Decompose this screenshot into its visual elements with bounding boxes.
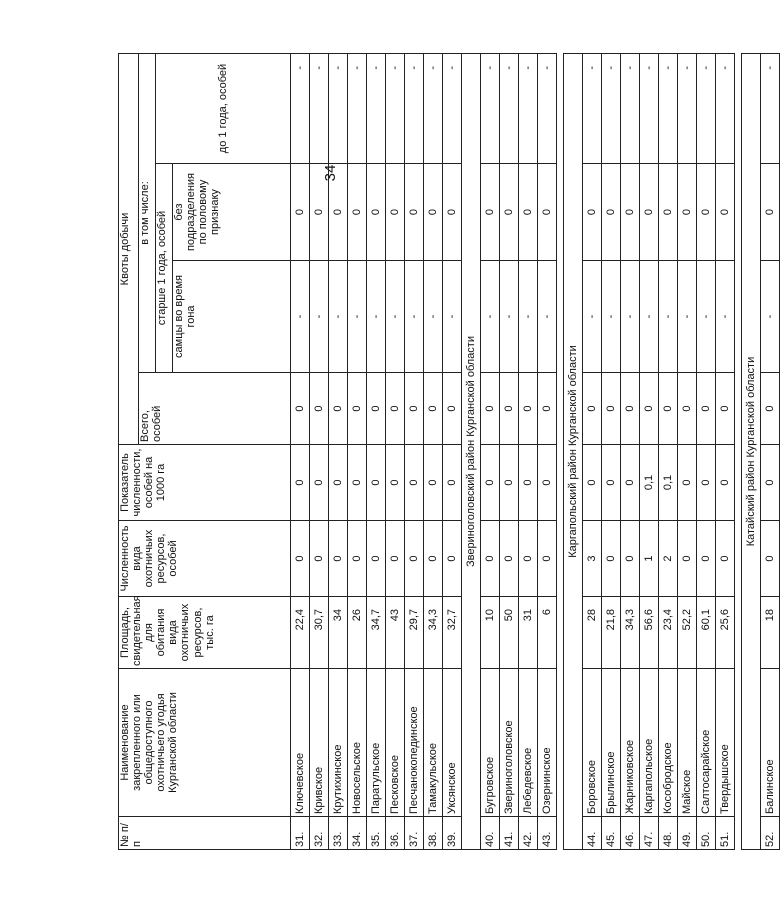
row-males: - <box>481 261 500 373</box>
row-males: - <box>602 261 621 373</box>
spacer-cell <box>557 54 564 850</box>
section-title: Катайский район Курганской области <box>742 54 761 850</box>
row-population: 0 <box>348 521 367 597</box>
row-total: 0 <box>697 373 716 445</box>
row-population: 0 <box>405 521 424 597</box>
row-young: - <box>602 54 621 164</box>
row-population: 0 <box>481 521 500 597</box>
header-no: № п/п <box>119 817 291 850</box>
header-total: Всего, особей <box>139 373 291 445</box>
row-total: 0 <box>348 373 367 445</box>
row-young: - <box>583 54 602 164</box>
row-area: 23,4 <box>659 597 678 669</box>
row-name: Каргапольское <box>640 669 659 817</box>
row-population: 3 <box>583 521 602 597</box>
row-no-sex: 0 <box>761 164 780 261</box>
row-area: 56,6 <box>640 597 659 669</box>
row-density: 0 <box>348 445 367 521</box>
row-no-sex: 0 <box>602 164 621 261</box>
row-population: 0 <box>678 521 697 597</box>
row-density: 0 <box>367 445 386 521</box>
row-young: - <box>640 54 659 164</box>
table-row <box>519 54 538 850</box>
row-males: - <box>500 261 519 373</box>
row-young: - <box>678 54 697 164</box>
row-density: 0 <box>583 445 602 521</box>
row-young: - <box>716 54 735 164</box>
row-area: 18 <box>761 597 780 669</box>
row-population: 0 <box>621 521 640 597</box>
row-density: 0,1 <box>659 445 678 521</box>
row-total: 0 <box>367 373 386 445</box>
row-males: - <box>538 261 557 373</box>
row-population: 0 <box>697 521 716 597</box>
row-density: 0 <box>697 445 716 521</box>
row-name: Крутихинское <box>329 669 348 817</box>
row-young: - <box>367 54 386 164</box>
row-area: 34 <box>329 597 348 669</box>
row-no-sex: 0 <box>621 164 640 261</box>
row-area: 50 <box>500 597 519 669</box>
row-area: 22,4 <box>291 597 310 669</box>
row-name: Песчанокопединское <box>405 669 424 817</box>
table-row <box>443 54 462 850</box>
row-young: - <box>348 54 367 164</box>
row-density: 0 <box>329 445 348 521</box>
row-population: 0 <box>329 521 348 597</box>
table-spacer-row <box>557 54 564 850</box>
row-area: 26 <box>348 597 367 669</box>
table-row <box>329 54 348 850</box>
row-young: - <box>443 54 462 164</box>
spacer-cell <box>735 54 742 850</box>
header-area: Площадь, свидетельная для обитания вида охотничьих ресурсов, тыс. га <box>119 597 291 669</box>
table-row <box>291 54 310 850</box>
row-density: 0 <box>500 445 519 521</box>
row-area: 34,3 <box>621 597 640 669</box>
row-area: 28 <box>583 597 602 669</box>
row-males: - <box>291 261 310 373</box>
row-number: 47. <box>640 817 659 850</box>
row-number: 35. <box>367 817 386 850</box>
row-number: 52. <box>761 817 780 850</box>
header-no-sex: без подразделения по половому признаку <box>173 164 291 261</box>
row-total: 0 <box>678 373 697 445</box>
row-total: 0 <box>481 373 500 445</box>
header-density: Показатель численности, особей на 1000 га <box>119 445 291 521</box>
row-males: - <box>697 261 716 373</box>
table-row <box>348 54 367 850</box>
row-no-sex: 0 <box>640 164 659 261</box>
table-row <box>500 54 519 850</box>
table-header <box>119 54 291 850</box>
row-density: 0 <box>538 445 557 521</box>
row-density: 0 <box>481 445 500 521</box>
row-population: 0 <box>310 521 329 597</box>
row-area: 43 <box>386 597 405 669</box>
row-number: 34. <box>348 817 367 850</box>
row-name: Твердышское <box>716 669 735 817</box>
row-no-sex: 0 <box>348 164 367 261</box>
row-name: Жарниковское <box>621 669 640 817</box>
table-row <box>538 54 557 850</box>
row-area: 32,7 <box>443 597 462 669</box>
table-row <box>367 54 386 850</box>
row-name: Балинское <box>761 669 780 817</box>
row-total: 0 <box>424 373 443 445</box>
row-no-sex: 0 <box>481 164 500 261</box>
row-name: Тамакульское <box>424 669 443 817</box>
row-no-sex: 0 <box>538 164 557 261</box>
table-spacer-row <box>735 54 742 850</box>
row-number: 36. <box>386 817 405 850</box>
row-name: Боровское <box>583 669 602 817</box>
row-number: 51. <box>716 817 735 850</box>
quota-table <box>118 53 780 850</box>
table-row <box>481 54 500 850</box>
row-total: 0 <box>538 373 557 445</box>
row-name: Лебедевское <box>519 669 538 817</box>
row-area: 29,7 <box>405 597 424 669</box>
row-population: 2 <box>659 521 678 597</box>
row-no-sex: 0 <box>697 164 716 261</box>
table-row <box>405 54 424 850</box>
row-area: 10 <box>481 597 500 669</box>
row-population: 0 <box>367 521 386 597</box>
row-total: 0 <box>329 373 348 445</box>
row-total: 0 <box>500 373 519 445</box>
row-total: 0 <box>291 373 310 445</box>
row-males: - <box>659 261 678 373</box>
row-total: 0 <box>659 373 678 445</box>
row-name: Паратульское <box>367 669 386 817</box>
row-males: - <box>367 261 386 373</box>
header-young: до 1 года, особей <box>156 54 291 164</box>
row-name: Новосельское <box>348 669 367 817</box>
section-row <box>742 54 761 850</box>
header-older: старше 1 года, особей <box>156 164 173 373</box>
row-no-sex: 0 <box>424 164 443 261</box>
row-young: - <box>424 54 443 164</box>
row-males: - <box>405 261 424 373</box>
row-total: 0 <box>761 373 780 445</box>
row-area: 6 <box>538 597 557 669</box>
row-males: - <box>761 261 780 373</box>
row-number: 50. <box>697 817 716 850</box>
row-males: - <box>310 261 329 373</box>
row-males: - <box>424 261 443 373</box>
row-name: Брылинское <box>602 669 621 817</box>
row-area: 21,8 <box>602 597 621 669</box>
section-row <box>564 54 583 850</box>
row-young: - <box>538 54 557 164</box>
row-population: 0 <box>602 521 621 597</box>
row-no-sex: 0 <box>659 164 678 261</box>
row-population: 0 <box>386 521 405 597</box>
table-row <box>640 54 659 850</box>
row-population: 0 <box>443 521 462 597</box>
row-name: Кривское <box>310 669 329 817</box>
row-area: 60,1 <box>697 597 716 669</box>
row-young: - <box>405 54 424 164</box>
section-title: Звериноголовский район Курганской области <box>462 54 481 850</box>
row-name: Звериноголовское <box>500 669 519 817</box>
row-no-sex: 0 <box>329 164 348 261</box>
row-area: 25,6 <box>716 597 735 669</box>
row-number: 31. <box>291 817 310 850</box>
row-total: 0 <box>583 373 602 445</box>
row-young: - <box>761 54 780 164</box>
row-density: 0 <box>716 445 735 521</box>
row-males: - <box>716 261 735 373</box>
row-no-sex: 0 <box>519 164 538 261</box>
table-row <box>716 54 735 850</box>
row-number: 32. <box>310 817 329 850</box>
row-name: Бугровское <box>481 669 500 817</box>
row-number: 39. <box>443 817 462 850</box>
row-number: 46. <box>621 817 640 850</box>
table-row <box>424 54 443 850</box>
row-number: 37. <box>405 817 424 850</box>
table-row <box>678 54 697 850</box>
table-row <box>602 54 621 850</box>
row-young: - <box>329 54 348 164</box>
row-total: 0 <box>405 373 424 445</box>
row-no-sex: 0 <box>443 164 462 261</box>
row-no-sex: 0 <box>386 164 405 261</box>
table-body <box>291 54 780 850</box>
row-density: 0 <box>310 445 329 521</box>
row-area: 31 <box>519 597 538 669</box>
row-young: - <box>659 54 678 164</box>
row-number: 33. <box>329 817 348 850</box>
row-density: 0 <box>678 445 697 521</box>
row-name: Майское <box>678 669 697 817</box>
row-males: - <box>621 261 640 373</box>
header-population: Численность вида охотничьих ресурсов, особей <box>119 521 291 597</box>
table-row <box>697 54 716 850</box>
row-young: - <box>481 54 500 164</box>
row-name: Ключевское <box>291 669 310 817</box>
row-males: - <box>348 261 367 373</box>
row-young: - <box>697 54 716 164</box>
header-name: Наименование закрепленного или общедоступного охотничьего угодья Курганской области <box>119 669 291 817</box>
table-row <box>761 54 780 850</box>
row-young: - <box>310 54 329 164</box>
row-number: 38. <box>424 817 443 850</box>
row-young: - <box>621 54 640 164</box>
header-incl: в том числе: <box>139 54 156 373</box>
row-males: - <box>583 261 602 373</box>
row-total: 0 <box>621 373 640 445</box>
row-total: 0 <box>310 373 329 445</box>
table-row <box>310 54 329 850</box>
row-number: 44. <box>583 817 602 850</box>
row-total: 0 <box>386 373 405 445</box>
table-row <box>621 54 640 850</box>
table-row <box>386 54 405 850</box>
row-name: Уксянское <box>443 669 462 817</box>
row-name: Озернинское <box>538 669 557 817</box>
row-total: 0 <box>443 373 462 445</box>
row-males: - <box>443 261 462 373</box>
row-name: Салтосарайское <box>697 669 716 817</box>
row-males: - <box>678 261 697 373</box>
row-population: 0 <box>291 521 310 597</box>
header-quota-group: Квоты добычи <box>119 54 139 445</box>
row-total: 0 <box>716 373 735 445</box>
rotated-table-container <box>118 54 776 850</box>
row-young: - <box>500 54 519 164</box>
row-name: Кособродское <box>659 669 678 817</box>
row-number: 45. <box>602 817 621 850</box>
row-density: 0 <box>424 445 443 521</box>
row-density: 0 <box>386 445 405 521</box>
table-row <box>583 54 602 850</box>
row-number: 40. <box>481 817 500 850</box>
row-density: 0 <box>519 445 538 521</box>
row-young: - <box>291 54 310 164</box>
row-no-sex: 0 <box>291 164 310 261</box>
row-no-sex: 0 <box>583 164 602 261</box>
row-no-sex: 0 <box>678 164 697 261</box>
page-number: 34 <box>322 164 339 182</box>
row-name: Песковское <box>386 669 405 817</box>
row-no-sex: 0 <box>500 164 519 261</box>
row-no-sex: 0 <box>367 164 386 261</box>
row-males: - <box>640 261 659 373</box>
row-area: 34,7 <box>367 597 386 669</box>
table-row <box>659 54 678 850</box>
section-row <box>462 54 481 850</box>
row-population: 0 <box>716 521 735 597</box>
row-total: 0 <box>519 373 538 445</box>
row-no-sex: 0 <box>716 164 735 261</box>
row-total: 0 <box>640 373 659 445</box>
row-density: 0 <box>621 445 640 521</box>
row-density: 0 <box>443 445 462 521</box>
row-no-sex: 0 <box>405 164 424 261</box>
row-number: 42. <box>519 817 538 850</box>
row-density: 0,1 <box>640 445 659 521</box>
row-number: 43. <box>538 817 557 850</box>
row-total: 0 <box>602 373 621 445</box>
row-young: - <box>519 54 538 164</box>
row-area: 34,3 <box>424 597 443 669</box>
row-number: 48. <box>659 817 678 850</box>
row-density: 0 <box>602 445 621 521</box>
row-population: 0 <box>761 521 780 597</box>
row-males: - <box>519 261 538 373</box>
section-title: Каргапольский район Курганской области <box>564 54 583 850</box>
row-number: 41. <box>500 817 519 850</box>
row-density: 0 <box>405 445 424 521</box>
row-young: - <box>386 54 405 164</box>
header-males: самцы во время гона <box>173 261 291 373</box>
row-density: 0 <box>761 445 780 521</box>
row-males: - <box>329 261 348 373</box>
row-population: 0 <box>538 521 557 597</box>
row-area: 30,7 <box>310 597 329 669</box>
row-population: 0 <box>519 521 538 597</box>
row-population: 1 <box>640 521 659 597</box>
row-males: - <box>386 261 405 373</box>
row-area: 52,2 <box>678 597 697 669</box>
row-no-sex: 0 <box>310 164 329 261</box>
row-number: 49. <box>678 817 697 850</box>
row-population: 0 <box>424 521 443 597</box>
row-density: 0 <box>291 445 310 521</box>
row-population: 0 <box>500 521 519 597</box>
